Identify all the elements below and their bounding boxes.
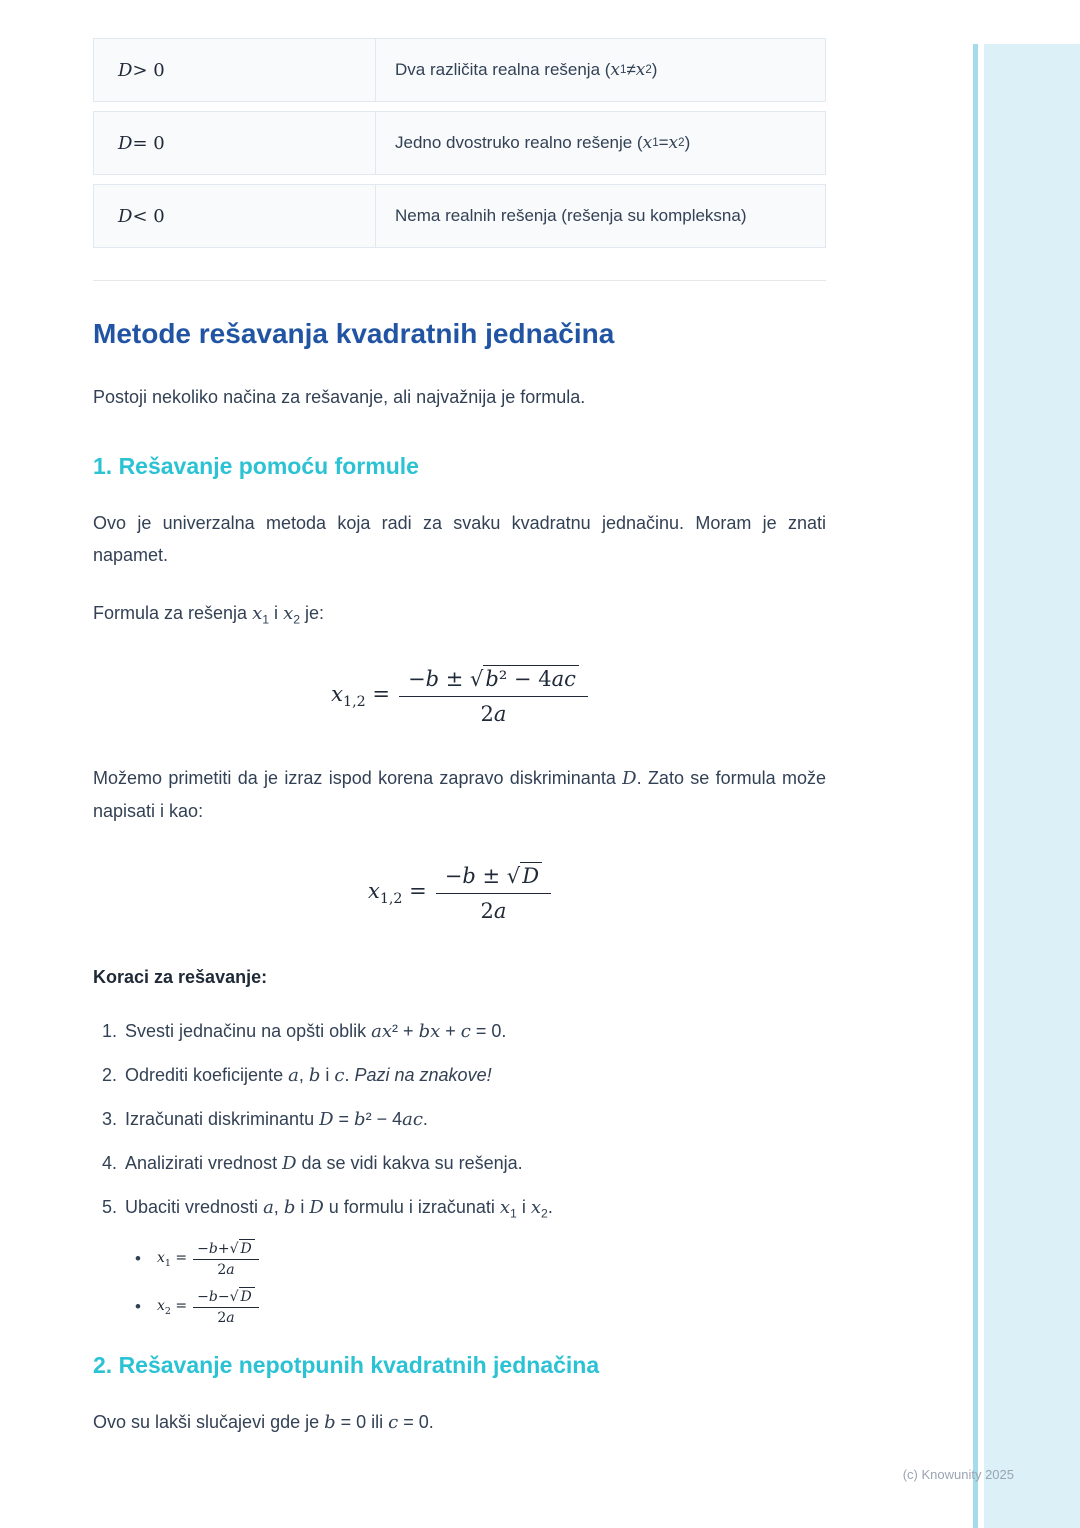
step-number: 5. [101,1197,117,1218]
formula-quadratic-general [93,667,826,726]
table-cell-condition: D < 0 [94,185,376,247]
step-item [93,1106,826,1133]
radicand: b² − 4ac [483,665,578,691]
section-title: Metode rešavanja kvadratnih jednačina [93,318,615,349]
subsection-heading-2: 2. Rešavanje nepotpunih kvadratnih jednačina [93,1352,600,1379]
sub-bullet-item [135,1288,826,1326]
content-column [93,0,826,1439]
method2-paragraph: Ovo su lakši slučajevi gde je b = 0 ili c = 0. [93,1412,434,1434]
step-item [93,1194,826,1223]
step-item [93,1150,826,1177]
step-number: 3. [101,1108,117,1129]
bullet-icon: • [135,1297,141,1317]
footer-copyright: (c) Knowunity 2025 [902,1467,1014,1482]
bullet-icon: • [135,1249,141,1269]
section-divider [93,280,826,281]
step-item [93,1062,826,1089]
fraction-numerator: −b−√ D [193,1289,259,1308]
fraction-numerator: −b+√ D [193,1241,259,1260]
square-root [230,1239,255,1257]
radical-sign: √ [506,863,521,888]
fraction-numerator: −b ± √b² − 4ac [399,667,588,697]
step-item [93,1018,826,1045]
formula-lhs: $x_{1,2}$ = [367,879,427,908]
sub-bullet-list [135,1240,826,1326]
steps-list [93,1018,826,1327]
radical-sign: √ [229,1240,239,1257]
fraction [193,1241,259,1278]
table-cell-result: Nema realnih rešenja (rešenja su kompleksna) [395,206,747,225]
fraction-denominator: 2a [217,1309,235,1326]
formula-lhs: $x_1$ = [157,1250,188,1269]
page-edge-panel [984,44,1080,1528]
fraction-denominator: 2a [480,701,507,726]
step-number: 2. [101,1064,117,1085]
subsection-heading-1: 1. Rešavanje pomoću formule [93,452,419,479]
square-root [230,1287,255,1305]
step-text: Analizirati vrednost D da se vidi kakva su rešenja. [125,1153,523,1175]
radicand: D [239,1239,255,1257]
step-text: Izračunati diskriminantu D = b² − 4ac. [125,1108,428,1130]
fraction [193,1289,259,1326]
method1-paragraph-1: Ovo je univerzalna metoda koja radi za svaku kvadratnu jednačinu. Moram je znati napamet. [93,512,826,565]
step-text: Svesti jednačinu na opšti oblik ax² + bx + c = 0. [125,1020,507,1042]
square-root [507,862,542,888]
sub-bullet-item [135,1240,826,1278]
formula-lhs: $x_{1,2}$ = [331,682,390,711]
method1-paragraph-2: Formula za rešenja $x_1$ i $x_2$ je: [93,603,325,627]
radicand: D [520,862,542,888]
step-text: Ubaciti vrednosti a, b i D u formulu i izračunati $x_1$ i $x_2$. [125,1197,553,1221]
formula-lhs: $x_2$ = [157,1298,188,1317]
section-intro-paragraph: Postoji nekoliko načina za rešavanje, ali najvažnija je formula. [93,386,586,407]
step-number: 4. [101,1153,117,1174]
fraction [399,667,588,726]
formula-x2 [157,1289,259,1326]
step-text: Odrediti koeficijente a, b i c. Pazi na znakove! [125,1064,492,1086]
step-number: 1. [101,1020,117,1041]
radical-sign: √ [469,666,484,691]
formula-quadratic-discriminant [93,864,826,923]
table-cell-condition: D = 0 [94,112,376,174]
table-cell-result: Dva različita realna rešenja ( x 1 ≠ x 2 ) [395,60,658,80]
square-root [470,665,579,691]
page-edge-accent-line [973,44,978,1528]
fraction [436,864,551,923]
radicand: D [239,1287,255,1305]
table-row [93,184,826,248]
method1-paragraph-3: Možemo primetiti da je izraz ispod korena zapravo diskriminanta D. Zato se formula može napisati i kao: [93,767,826,822]
fraction-denominator: 2a [217,1261,235,1278]
table-cell-condition: D > 0 [94,39,376,101]
fraction-denominator: 2a [480,898,507,923]
table-row [93,38,826,102]
table-cell-result: Jedno dvostruko realno rešenje ( x 1 = x 2 ) [395,133,691,153]
steps-heading: Koraci za rešavanje: [93,966,268,987]
fraction-numerator: −b ± √D [436,864,551,894]
radical-sign: √ [229,1288,239,1305]
table-row [93,111,826,175]
discriminant-table [93,38,826,248]
formula-x1 [157,1241,259,1278]
